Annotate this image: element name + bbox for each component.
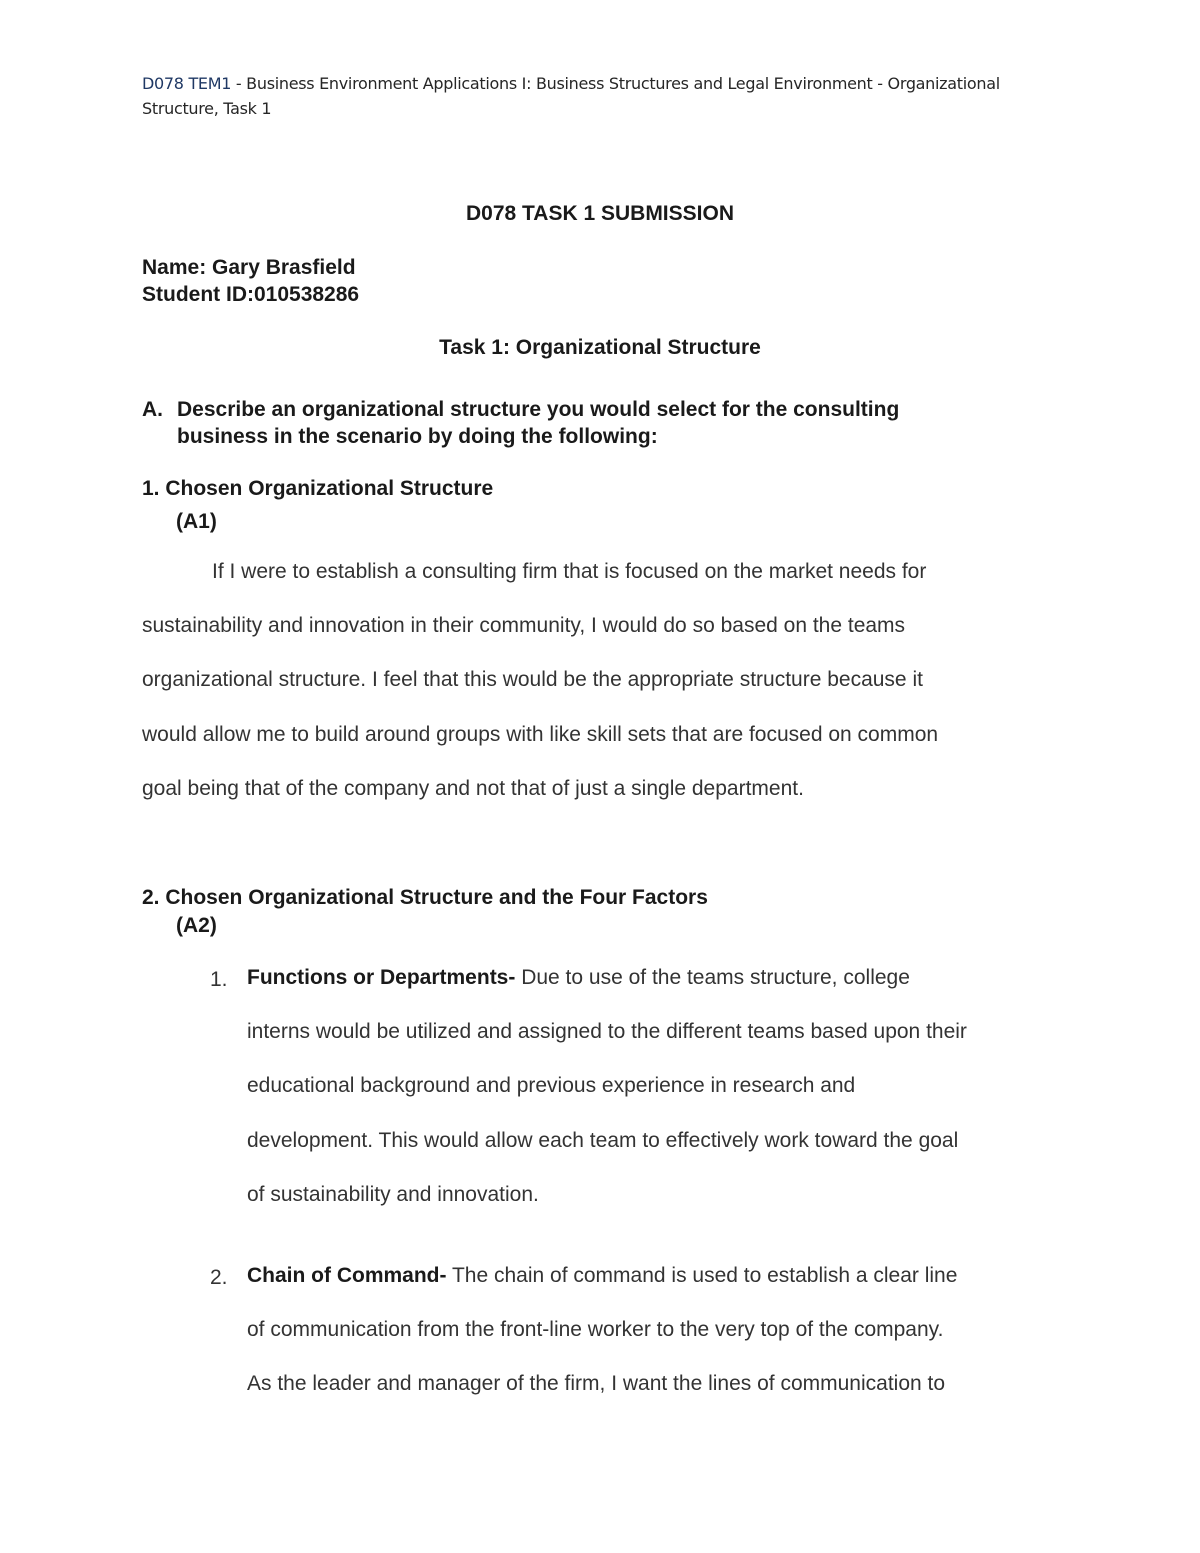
name-field: Name: Gary Brasfield xyxy=(142,256,356,279)
section-2-tag: (A2) xyxy=(176,914,217,937)
course-code: D078 TEM1 xyxy=(142,74,232,93)
list-item-number: 1. xyxy=(210,968,228,991)
list-item-line: interns would be utilized and assigned to the different teams based upon their xyxy=(247,1020,967,1044)
section-1-paragraph xyxy=(142,545,1072,816)
header-text: - Business Environment Applications I: Business Structures and Legal Environment - Organizational xyxy=(231,74,1000,93)
section-a-prompt xyxy=(142,396,899,450)
paragraph-line: organizational structure. I feel that this would be the appropriate structure because it xyxy=(142,668,923,692)
list-item-line: development. This would allow each team to effectively work toward the goal xyxy=(247,1128,959,1152)
list-item-line: of communication from the front-line worker to the very top of the company. xyxy=(247,1318,944,1342)
student-id-field: Student ID:010538286 xyxy=(142,283,360,306)
paragraph-line: sustainability and innovation in their community, I would do so based on the teams xyxy=(142,614,906,638)
header-text-line2: Structure, Task 1 xyxy=(142,99,272,118)
task-title: Task 1: Organizational Structure xyxy=(439,336,761,359)
page-header xyxy=(142,71,1042,121)
list-item-line: educational background and previous experience in research and xyxy=(247,1074,856,1098)
list-item-line: of sustainability and innovation. xyxy=(247,1182,539,1206)
section-a-line-2: business in the scenario by doing the following: xyxy=(177,425,658,448)
list-item-first-line: Chain of Command- The chain of command is used to establish a clear line xyxy=(247,1264,958,1287)
section-a-number: A. xyxy=(142,398,163,421)
list-item-line: As the leader and manager of the firm, I want the lines of communication to xyxy=(247,1372,946,1396)
document-title: D078 TASK 1 SUBMISSION xyxy=(465,202,734,225)
list-item xyxy=(247,1249,1077,1412)
list-item-label: Functions or Departments- xyxy=(247,966,516,989)
paragraph-line: would allow me to build around groups with like skill sets that are focused on common xyxy=(142,722,939,746)
section-2-heading: 2. Chosen Organizational Structure and the Four Factors xyxy=(142,886,708,909)
section-a-line-1: Describe an organizational structure you would select for the consulting xyxy=(177,398,900,421)
list-item-number: 2. xyxy=(210,1266,228,1289)
paragraph-line: goal being that of the company and not that of just a single department. xyxy=(142,776,804,800)
list-item-first-line: Functions or Departments- Due to use of the teams structure, college xyxy=(247,966,910,989)
list-item-label: Chain of Command- xyxy=(247,1264,447,1287)
list-item xyxy=(247,951,1077,1222)
paragraph-line: If I were to establish a consulting firm that is focused on the market needs for xyxy=(212,560,927,583)
section-1-tag: (A1) xyxy=(176,510,217,533)
section-1-heading: 1. Chosen Organizational Structure xyxy=(142,477,494,500)
